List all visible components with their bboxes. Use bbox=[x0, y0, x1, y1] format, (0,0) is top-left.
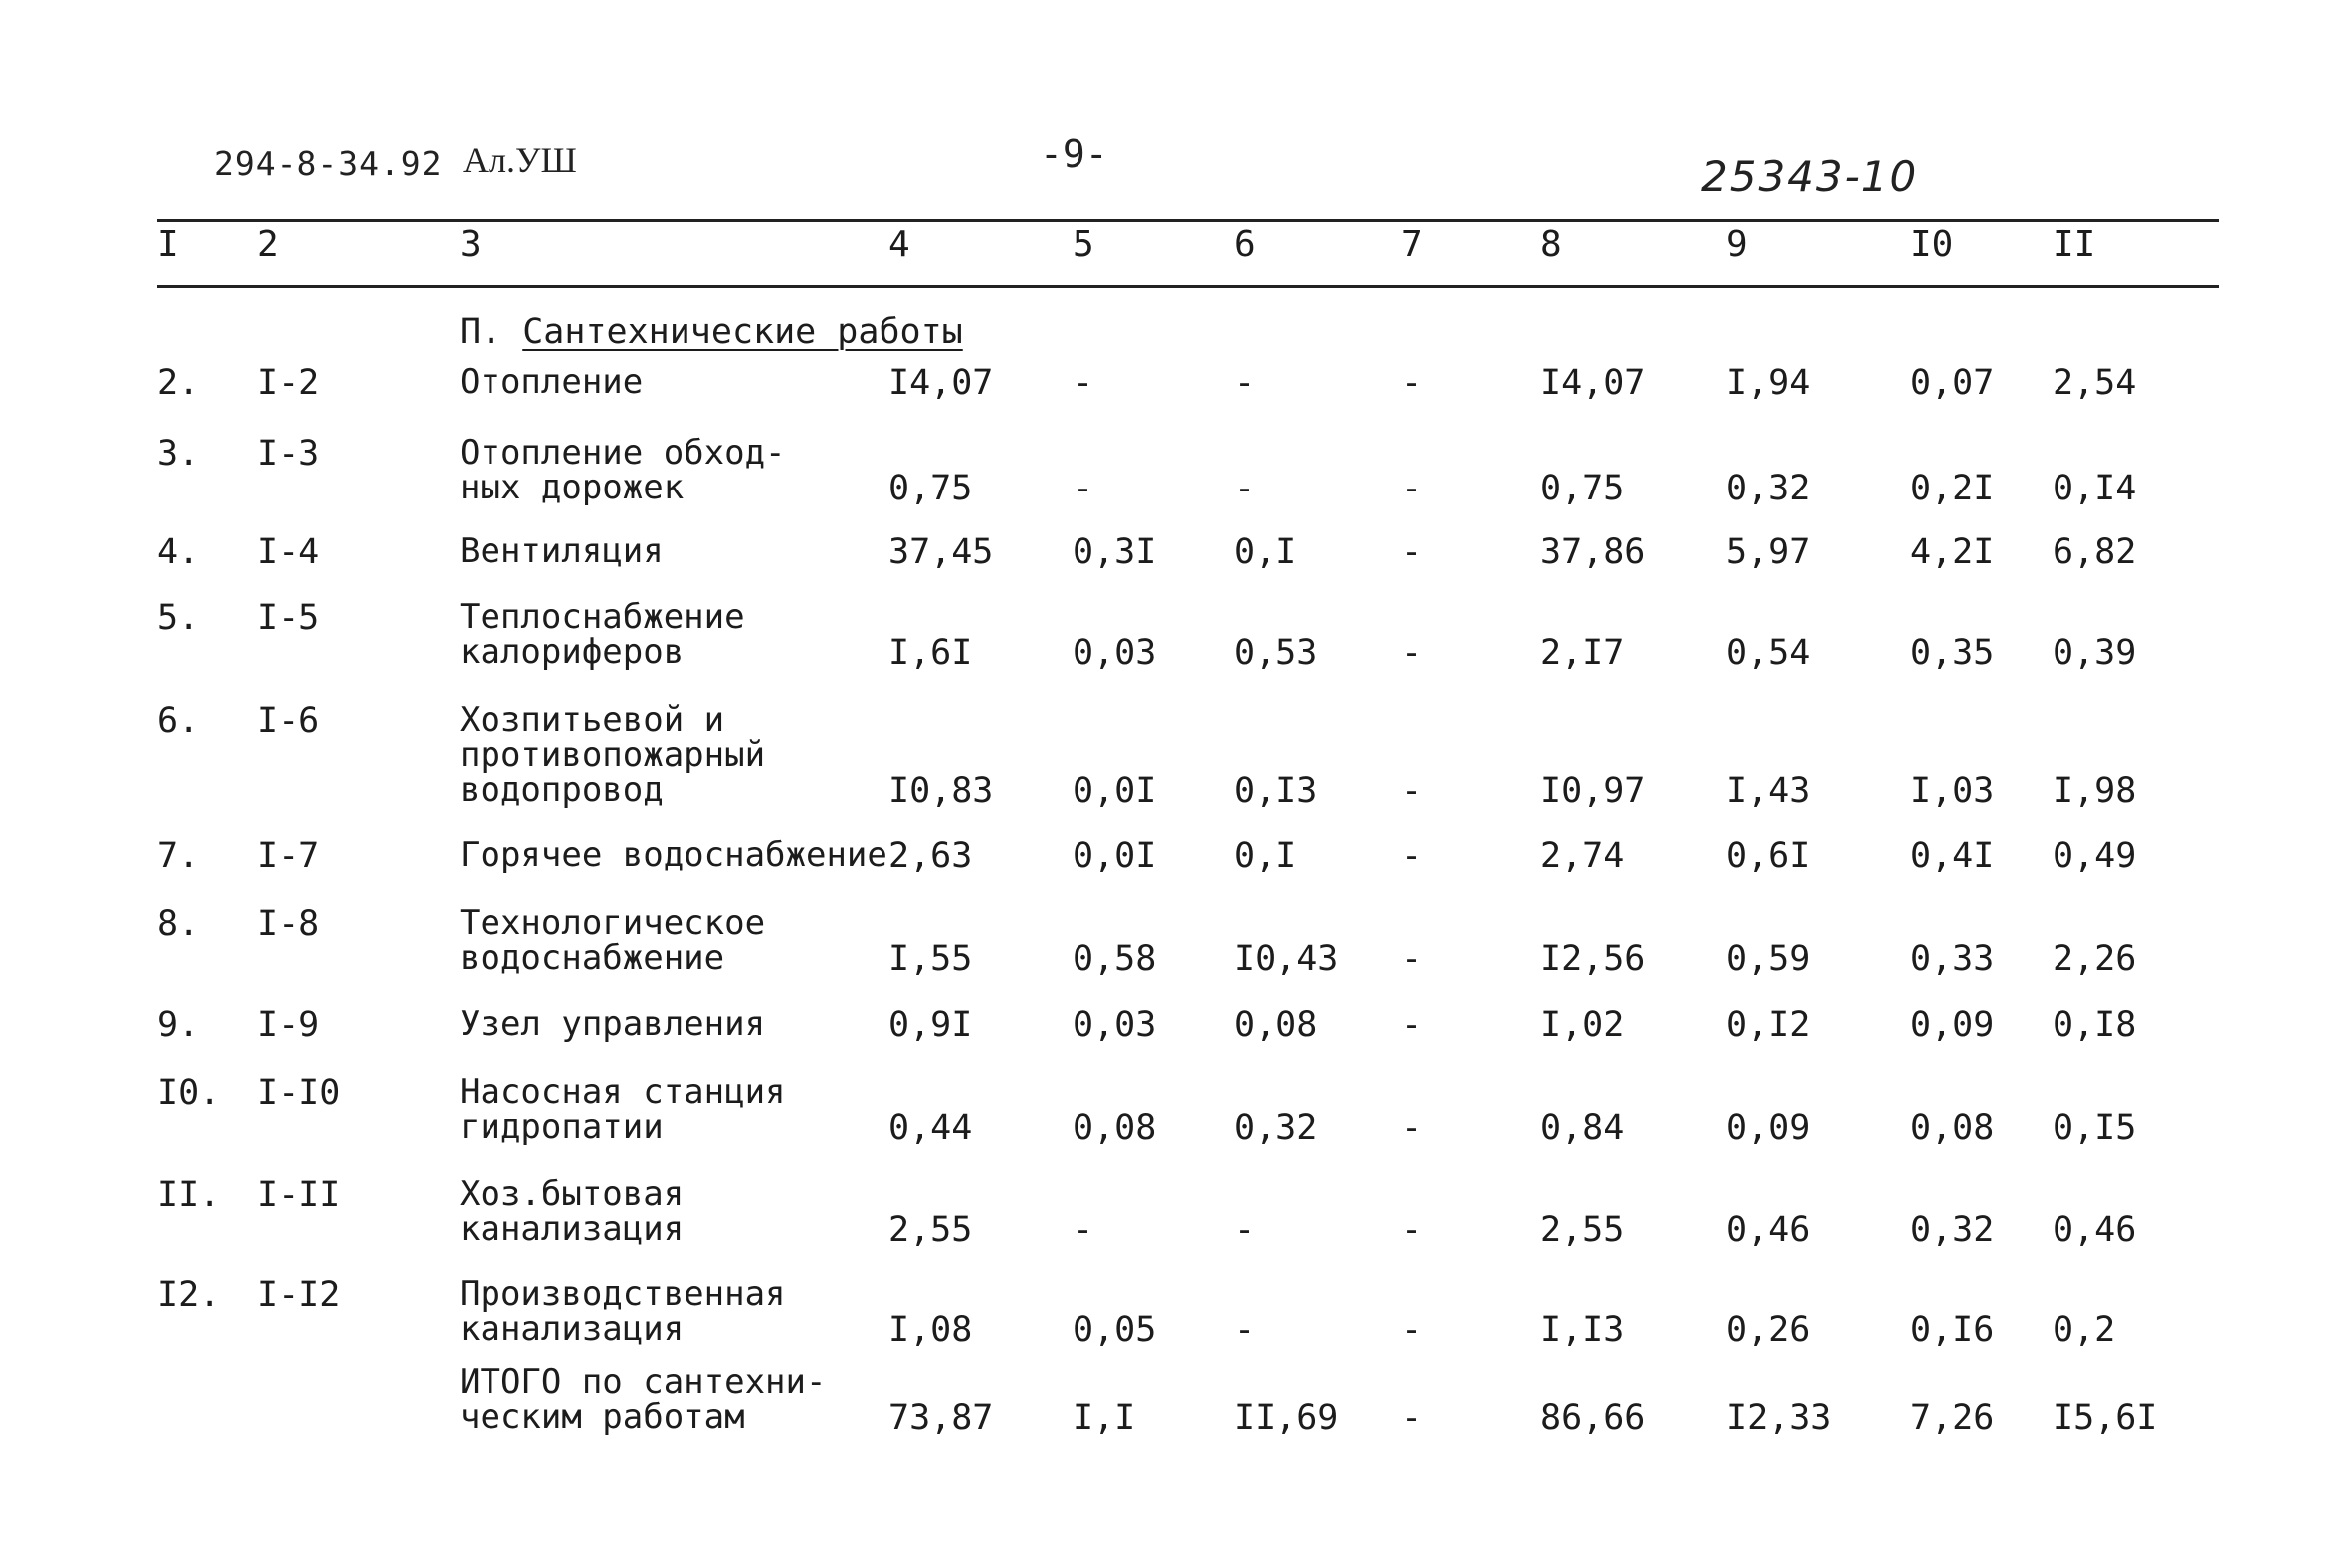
total-col8-value: 86,66 bbox=[1540, 1398, 1646, 1438]
col10-value: 0,08 bbox=[1910, 1108, 1995, 1148]
row-name: Хоз.бытовая канализация bbox=[460, 1174, 685, 1249]
row-number: 7. bbox=[157, 836, 200, 876]
col11-value: 0,2 bbox=[2053, 1310, 2116, 1350]
row-name: Технологическое водоснабжение bbox=[460, 903, 766, 978]
col10-value: 0,I6 bbox=[1910, 1310, 1995, 1350]
row-number: 6. bbox=[157, 701, 200, 741]
col10-value: I,03 bbox=[1910, 771, 1995, 811]
col4-value: 37,45 bbox=[888, 532, 994, 572]
col5-value: 0,0I bbox=[1073, 771, 1157, 811]
row-code: I-I2 bbox=[257, 1275, 341, 1315]
col11-value: 0,I4 bbox=[2053, 469, 2137, 508]
col4-value: I,08 bbox=[888, 1310, 973, 1350]
column-header-8: 8 bbox=[1540, 224, 1562, 265]
column-header-1: I bbox=[157, 224, 179, 265]
col8-value: I,02 bbox=[1540, 1005, 1625, 1045]
col11-value: 2,26 bbox=[2053, 939, 2137, 979]
total-col6-value: II,69 bbox=[1234, 1398, 1339, 1438]
row-name: Вентиляция bbox=[460, 531, 664, 571]
col4-value: I0,83 bbox=[888, 771, 994, 811]
document-code: 294-8-34.92 bbox=[214, 144, 443, 183]
col9-value: 0,I2 bbox=[1726, 1005, 1811, 1045]
col5-value: 0,08 bbox=[1073, 1108, 1157, 1148]
row-number: 3. bbox=[157, 434, 200, 474]
row-code: I-9 bbox=[257, 1005, 320, 1045]
row-name: Горячее водоснабжение bbox=[460, 835, 887, 875]
col11-value: 6,82 bbox=[2053, 532, 2137, 572]
col8-value: I2,56 bbox=[1540, 939, 1646, 979]
col9-value: I,43 bbox=[1726, 771, 1811, 811]
row-code: I-I0 bbox=[257, 1074, 341, 1113]
row-name: Узел управления bbox=[460, 1004, 766, 1044]
col10-value: 0,32 bbox=[1910, 1210, 1995, 1250]
col4-value: I,55 bbox=[888, 939, 973, 979]
col6-value: 0,I bbox=[1234, 836, 1297, 876]
col11-value: 0,I8 bbox=[2053, 1005, 2137, 1045]
col7-value: - bbox=[1401, 363, 1423, 403]
col9-value: 0,46 bbox=[1726, 1210, 1811, 1250]
col10-value: 0,33 bbox=[1910, 939, 1995, 979]
col4-value: 0,75 bbox=[888, 469, 973, 508]
col8-value: 0,75 bbox=[1540, 469, 1625, 508]
col10-value: 0,09 bbox=[1910, 1005, 1995, 1045]
section-title-text: Сантехнические работы bbox=[522, 312, 963, 352]
col5-value: 0,3I bbox=[1073, 532, 1157, 572]
col6-value: 0,53 bbox=[1234, 633, 1318, 673]
column-header-9: 9 bbox=[1726, 224, 1748, 265]
total-col9-value: I2,33 bbox=[1726, 1398, 1832, 1438]
col6-value: 0,I bbox=[1234, 532, 1297, 572]
col11-value: 0,49 bbox=[2053, 836, 2137, 876]
col6-value: 0,08 bbox=[1234, 1005, 1318, 1045]
col10-value: 0,35 bbox=[1910, 633, 1995, 673]
col11-value: 2,54 bbox=[2053, 363, 2137, 403]
col9-value: 5,97 bbox=[1726, 532, 1811, 572]
col7-value: - bbox=[1401, 1310, 1423, 1350]
col11-value: 0,39 bbox=[2053, 633, 2137, 673]
table-header-rule bbox=[157, 285, 2219, 288]
col5-value: - bbox=[1073, 469, 1094, 508]
row-number: 5. bbox=[157, 598, 200, 638]
col10-value: 0,2I bbox=[1910, 469, 1995, 508]
column-header-3: 3 bbox=[460, 224, 482, 265]
row-number: 8. bbox=[157, 904, 200, 944]
col7-value: - bbox=[1401, 939, 1423, 979]
col4-value: 2,55 bbox=[888, 1210, 973, 1250]
column-header-11: II bbox=[2053, 224, 2096, 265]
col4-value: 0,44 bbox=[888, 1108, 973, 1148]
col5-value: 0,03 bbox=[1073, 1005, 1157, 1045]
table-top-rule bbox=[157, 219, 2219, 222]
col8-value: 0,84 bbox=[1540, 1108, 1625, 1148]
col8-value: I,I3 bbox=[1540, 1310, 1625, 1350]
handwritten-number: 25343-10 bbox=[1701, 152, 1919, 201]
col9-value: 0,09 bbox=[1726, 1108, 1811, 1148]
column-header-7: 7 bbox=[1401, 224, 1423, 265]
col4-value: I4,07 bbox=[888, 363, 994, 403]
col5-value: - bbox=[1073, 363, 1094, 403]
row-code: I-7 bbox=[257, 836, 320, 876]
col11-value: 0,I5 bbox=[2053, 1108, 2137, 1148]
col8-value: 37,86 bbox=[1540, 532, 1646, 572]
col9-value: 0,54 bbox=[1726, 633, 1811, 673]
row-name: Насосная станция гидропатии bbox=[460, 1073, 786, 1147]
col7-value: - bbox=[1401, 469, 1423, 508]
col8-value: 2,55 bbox=[1540, 1210, 1625, 1250]
row-name: Хозпитьевой и противопожарный водопровод bbox=[460, 700, 766, 810]
row-number: I2. bbox=[157, 1275, 221, 1315]
row-number: II. bbox=[157, 1175, 221, 1215]
total-col7-value: - bbox=[1401, 1398, 1423, 1438]
col5-value: 0,05 bbox=[1073, 1310, 1157, 1350]
row-code: I-8 bbox=[257, 904, 320, 944]
column-header-4: 4 bbox=[888, 224, 910, 265]
col9-value: 0,6I bbox=[1726, 836, 1811, 876]
col10-value: 0,4I bbox=[1910, 836, 1995, 876]
row-number: 9. bbox=[157, 1005, 200, 1045]
col5-value: 0,0I bbox=[1073, 836, 1157, 876]
col8-value: I0,97 bbox=[1540, 771, 1646, 811]
row-name: Отопление bbox=[460, 362, 644, 402]
row-code: I-II bbox=[257, 1175, 341, 1215]
col9-value: 0,26 bbox=[1726, 1310, 1811, 1350]
row-number: I0. bbox=[157, 1074, 221, 1113]
col5-value: - bbox=[1073, 1210, 1094, 1250]
section-prefix: П. bbox=[460, 312, 502, 352]
col7-value: - bbox=[1401, 1210, 1423, 1250]
section-title bbox=[460, 312, 963, 352]
row-name: Теплоснабжение калориферов bbox=[460, 597, 745, 672]
col11-value: I,98 bbox=[2053, 771, 2137, 811]
col10-value: 4,2I bbox=[1910, 532, 1995, 572]
row-number: 4. bbox=[157, 532, 200, 572]
col5-value: 0,03 bbox=[1073, 633, 1157, 673]
row-name: Производственная канализация bbox=[460, 1274, 786, 1349]
row-number: 2. bbox=[157, 363, 200, 403]
col6-value: - bbox=[1234, 1310, 1256, 1350]
col7-value: - bbox=[1401, 836, 1423, 876]
col8-value: 2,I7 bbox=[1540, 633, 1625, 673]
total-row-name: ИТОГО по сантехни- ческим работам bbox=[460, 1362, 827, 1437]
row-code: I-5 bbox=[257, 598, 320, 638]
column-header-5: 5 bbox=[1073, 224, 1094, 265]
col9-value: 0,59 bbox=[1726, 939, 1811, 979]
col9-value: 0,32 bbox=[1726, 469, 1811, 508]
col6-value: I0,43 bbox=[1234, 939, 1339, 979]
column-header-2: 2 bbox=[257, 224, 279, 265]
column-header-10: I0 bbox=[1910, 224, 1954, 265]
col4-value: 2,63 bbox=[888, 836, 973, 876]
total-col5-value: I,I bbox=[1073, 1398, 1136, 1438]
col7-value: - bbox=[1401, 1005, 1423, 1045]
col7-value: - bbox=[1401, 532, 1423, 572]
col4-value: I,6I bbox=[888, 633, 973, 673]
col7-value: - bbox=[1401, 771, 1423, 811]
col8-value: I4,07 bbox=[1540, 363, 1646, 403]
row-name: Отопление обход- ных дорожек bbox=[460, 433, 786, 507]
total-col4-value: 73,87 bbox=[888, 1398, 994, 1438]
col7-value: - bbox=[1401, 633, 1423, 673]
col6-value: - bbox=[1234, 469, 1256, 508]
row-code: I-4 bbox=[257, 532, 320, 572]
col8-value: 2,74 bbox=[1540, 836, 1625, 876]
page-number: -9- bbox=[1040, 132, 1108, 176]
col11-value: 0,46 bbox=[2053, 1210, 2137, 1250]
column-header-6: 6 bbox=[1234, 224, 1256, 265]
total-col11-value: I5,6I bbox=[2053, 1398, 2158, 1438]
col9-value: I,94 bbox=[1726, 363, 1811, 403]
col4-value: 0,9I bbox=[888, 1005, 973, 1045]
col5-value: 0,58 bbox=[1073, 939, 1157, 979]
total-col10-value: 7,26 bbox=[1910, 1398, 1995, 1438]
album-label: Ал.УШ bbox=[463, 140, 577, 180]
row-code: I-2 bbox=[257, 363, 320, 403]
col10-value: 0,07 bbox=[1910, 363, 1995, 403]
row-code: I-6 bbox=[257, 701, 320, 741]
col7-value: - bbox=[1401, 1108, 1423, 1148]
row-code: I-3 bbox=[257, 434, 320, 474]
col6-value: 0,32 bbox=[1234, 1108, 1318, 1148]
col6-value: 0,I3 bbox=[1234, 771, 1318, 811]
col6-value: - bbox=[1234, 363, 1256, 403]
col6-value: - bbox=[1234, 1210, 1256, 1250]
